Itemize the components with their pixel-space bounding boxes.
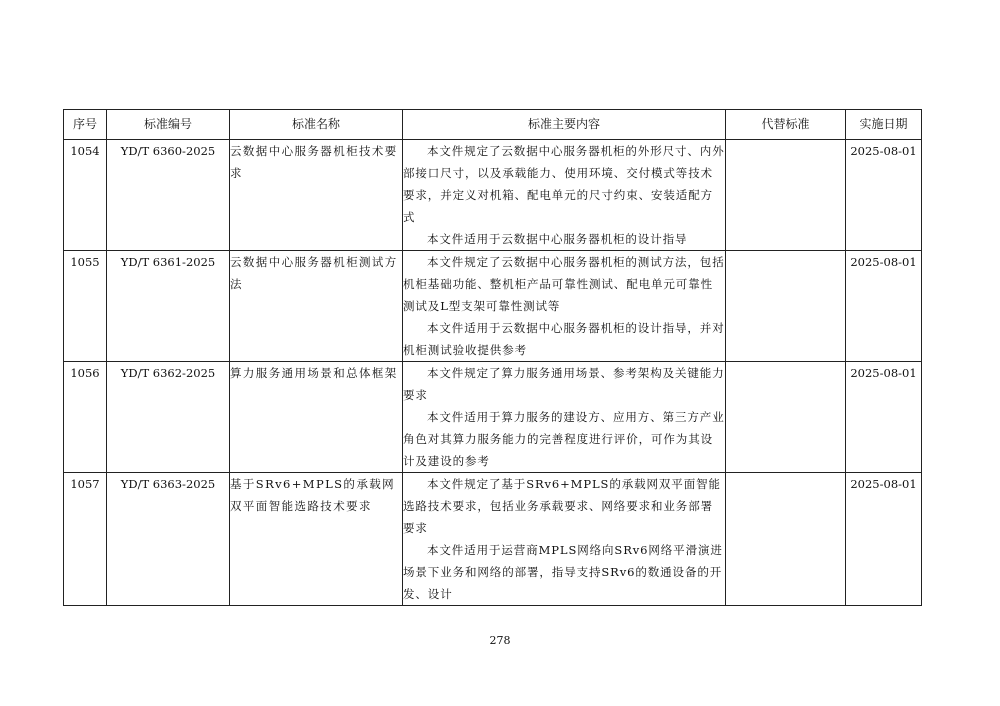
table-header-row [64, 110, 922, 140]
content-paragraph: 本文件规定了云数据中心服务器机柜的测试方法，包括机柜基础功能、整机柜产品可靠性测试、配电单元可靠性测试及L型支架可靠性测试等 [403, 255, 725, 313]
row-code: YD/T 6362-2025 [107, 362, 230, 473]
content-paragraph: 本文件规定了基于SRv6+MPLS的承载网双平面智能选路技术要求，包括业务承载要求、网络要求和业务部署要求 [403, 477, 721, 535]
row-num: 1056 [64, 362, 107, 473]
content-paragraph: 本文件适用于云数据中心服务器机柜的设计指导，并对机柜测试验收提供参考 [403, 321, 725, 357]
row-replace [726, 362, 846, 473]
row-date: 2025-08-01 [846, 362, 922, 473]
header-code: 标准编号 [107, 110, 230, 140]
content-paragraph: 本文件适用于运营商MPLS网络向SRv6网络平滑演进场景下业务和网络的部署，指导支持SRv6的数通设备的开发、设计 [403, 543, 723, 601]
row-date: 2025-08-01 [846, 140, 922, 251]
table-row [64, 362, 922, 473]
table-row [64, 251, 922, 362]
row-num: 1057 [64, 473, 107, 606]
content-paragraph: 本文件适用于算力服务的建设方、应用方、第三方产业角色对其算力服务能力的完善程度进行评价，可作为其设计及建设的参考 [403, 410, 725, 468]
content-paragraph: 本文件规定了算力服务通用场景、参考架构及关键能力要求 [403, 366, 725, 402]
header-content: 标准主要内容 [403, 110, 726, 140]
table-row [64, 473, 922, 606]
row-content [403, 473, 726, 606]
header-num: 序号 [64, 110, 107, 140]
row-code: YD/T 6360-2025 [107, 140, 230, 251]
page-number: 278 [489, 634, 511, 647]
row-content [403, 251, 726, 362]
row-date: 2025-08-01 [846, 473, 922, 606]
row-date: 2025-08-01 [846, 251, 922, 362]
header-name: 标准名称 [230, 110, 403, 140]
row-name: 基于SRv6+MPLS的承载网双平面智能选路技术要求 [230, 473, 403, 606]
row-code: YD/T 6361-2025 [107, 251, 230, 362]
row-name: 云数据中心服务器机柜技术要求 [230, 140, 403, 251]
row-name: 算力服务通用场景和总体框架 [230, 362, 403, 473]
row-code: YD/T 6363-2025 [107, 473, 230, 606]
content-paragraph: 本文件适用于云数据中心服务器机柜的设计指导 [427, 232, 688, 246]
table-row [64, 140, 922, 251]
row-num: 1054 [64, 140, 107, 251]
row-replace [726, 473, 846, 606]
header-date: 实施日期 [846, 110, 922, 140]
row-replace [726, 251, 846, 362]
row-content [403, 362, 726, 473]
row-replace [726, 140, 846, 251]
standards-table [63, 109, 922, 606]
row-content [403, 140, 726, 251]
content-paragraph: 本文件规定了云数据中心服务器机柜的外形尺寸、内外部接口尺寸，以及承载能力、使用环境、交付模式等技术要求，并定义对机箱、配电单元的尺寸约束、安装适配方式 [403, 144, 725, 224]
row-name: 云数据中心服务器机柜测试方法 [230, 251, 403, 362]
row-num: 1055 [64, 251, 107, 362]
header-replace: 代替标准 [726, 110, 846, 140]
